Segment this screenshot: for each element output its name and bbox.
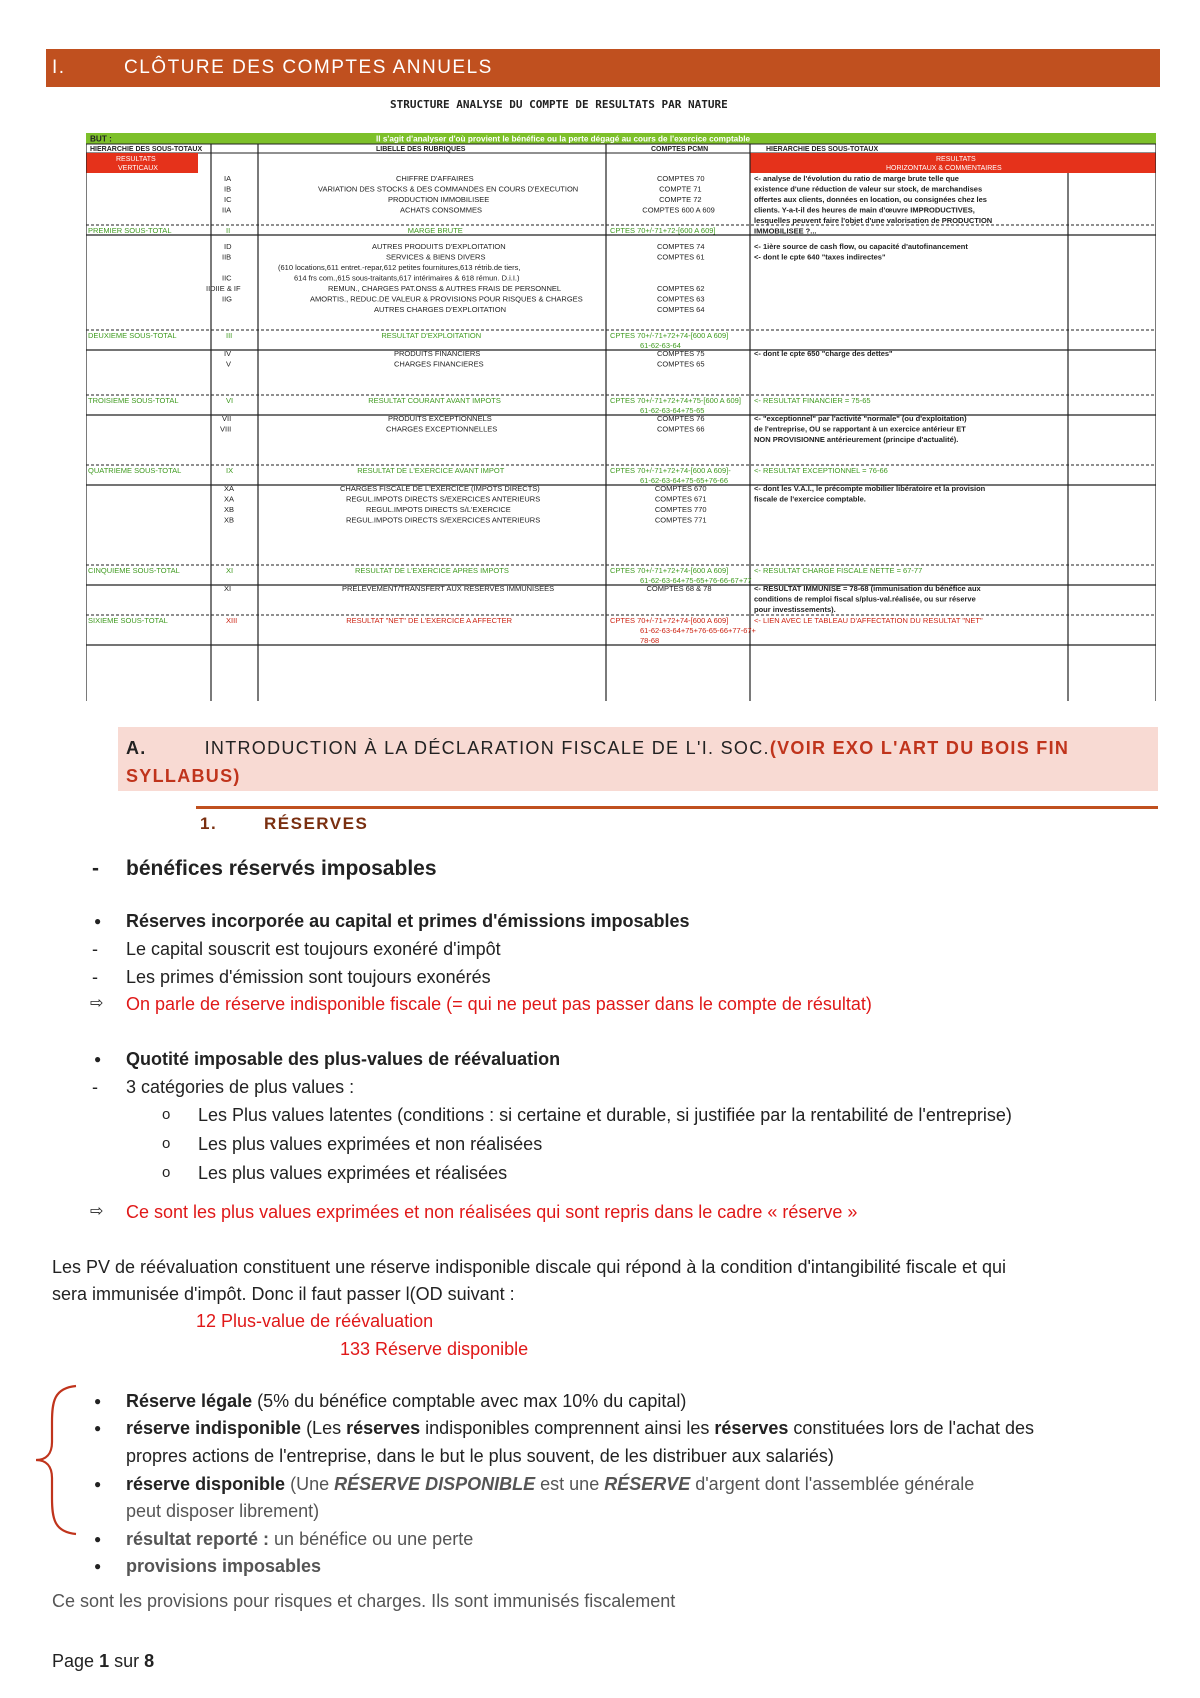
scan-label: REGUL.IMPOTS DIRECTS S/L'EXERCICE <box>366 505 511 514</box>
scan-code: VIII <box>220 424 232 434</box>
scan-total-accounts: CPTES 70+/-71+72+74-[600 A 609] <box>610 616 729 625</box>
scan-label: SERVICES & BIENS DIVERS <box>386 252 486 262</box>
scan-total-code: XI <box>226 566 234 575</box>
text-fragment: indisponibles comprennent ainsi les <box>420 1418 715 1438</box>
scan-label: CHARGES FINANCIERES <box>394 359 484 369</box>
scan-label: REGUL.IMPOTS DIRECTS S/EXERCICES ANTERIEURS <box>346 515 541 525</box>
scan-label: ACHATS CONSOMMES <box>400 205 482 215</box>
text-fragment: réserves <box>346 1418 421 1438</box>
scan-right-red-head-1: RESULTATS <box>936 156 976 163</box>
scan-comment: fiscale de l'exercice comptable. <box>754 494 866 504</box>
scan-subtotal-label: CINQUIEME SOUS-TOTAL <box>88 566 180 575</box>
scan-structure-title: STRUCTURE ANALYSE DU COMPTE DE RESULTATS PAR NATURE <box>390 98 728 111</box>
scan-account: COMPTES 74 <box>657 242 705 251</box>
resultat-reporte-desc: un bénéfice ou une perte <box>269 1529 474 1549</box>
scan-label: AUTRES CHARGES D'EXPLOITATION <box>374 305 507 314</box>
scan-label: VARIATION DES STOCKS & DES COMMANDES EN COURS D'EXECUTION <box>318 184 579 194</box>
scan-total-accounts: 61-62-63-64+75-65+76-66 <box>640 476 728 485</box>
bullet-1-text: Réserves incorporée au capital et primes d'émissions imposables <box>126 911 690 931</box>
curly-brace-icon <box>30 1382 82 1538</box>
scan-col-header-3: COMPTES PCMN <box>651 146 709 153</box>
paragraph-line-2: sera immunisée d'impôt. Donc il faut passer l(OD suivant : <box>52 1284 515 1304</box>
section-a-title: INTRODUCTION À LA DÉCLARATION FISCALE DE L'I. SOC. <box>204 738 770 758</box>
scan-total-comment: <- RESULTAT FINANCIER = 75-65 <box>754 396 871 405</box>
reserve-disponible-label: réserve disponible <box>126 1474 286 1494</box>
scan-total-accounts: CPTES 70+/-71+72+74-[600 A 609] <box>610 566 729 575</box>
scan-total-accounts: 61-62-63-64+75-65 <box>640 406 705 415</box>
sub-item-text: Les plus values exprimées et réalisées <box>198 1163 508 1183</box>
scan-subtotal-label: PREMIER SOUS-TOTAL <box>88 226 172 235</box>
reserve-disponible-cont: peut disposer librement) <box>126 1501 320 1521</box>
scan-account: COMPTES 670 <box>654 484 707 493</box>
scan-label: PRODUITS FINANCIERS <box>394 349 481 358</box>
text-fragment: RÉSERVE DISPONIBLE <box>334 1474 536 1494</box>
paragraph-line-1: Les PV de réévaluation constituent une réserve indisponible discale qui répond à la condition d'intangibilité fiscale et qui <box>52 1257 1007 1277</box>
text-fragment: RÉSERVE <box>604 1474 691 1494</box>
scan-account: COMPTES 68 & 78 <box>646 584 712 593</box>
arrow-note-1-text: On parle de réserve indisponible fiscale (= qui ne peut pas passer dans le compte de résultat) <box>126 994 872 1014</box>
scan-account: COMPTES 62 <box>657 284 705 293</box>
scan-label: AMORTIS., REDUC.DE VALEUR & PROVISIONS POUR RISQUES & CHARGES <box>310 294 583 304</box>
reserve-indisponible-cont: propres actions de l'entreprise, dans le but le plus souvent, de les distribuer aux salariés) <box>126 1446 834 1466</box>
scan-total-label: MARGE BRUTE <box>407 226 463 235</box>
scan-account: COMPTES 75 <box>657 349 705 358</box>
scan-subtotal-label: SIXIEME SOUS-TOTAL <box>88 616 168 625</box>
scan-total-code: VI <box>226 396 234 405</box>
scan-total-accounts: 61-62-63-64+75-65+76-66-67+77 <box>640 576 752 585</box>
scan-account: COMPTES 771 <box>654 515 707 525</box>
scan-label: REMUN., CHARGES PAT.ONSS & AUTRES FRAIS DE PERSONNEL <box>328 284 562 293</box>
scan-total-accounts: 61-62-63-64+75+76-65-66+77-67+ <box>640 626 756 635</box>
scan-code: XA <box>224 484 235 493</box>
od-line-2: 133 Réserve disponible <box>340 1339 529 1359</box>
section-1-title: RÉSERVES <box>264 814 369 833</box>
section-a-highlight: (VOIR EXO L'ART DU BOIS FIN SYLLABUS) <box>126 738 1070 786</box>
scan-total-code: III <box>226 331 233 340</box>
page-footer <box>52 1651 154 1672</box>
closing-paragraph: Ce sont les provisions pour risques et charges. Ils sont immunisés fiscalement <box>52 1591 676 1611</box>
provisions-label: provisions imposables <box>126 1556 322 1576</box>
scan-code: XB <box>224 505 235 514</box>
scan-comment: <- dont le cpte 650 "charge des dettes" <box>754 349 893 358</box>
scan-but-text: Il s'agit d'analyser d'où provient le bénéfice ou la perte dégagé au cours de l'exercice comptable <box>376 134 751 144</box>
scan-label: 614 frs com.,615 sous-traitants,617 intérimaires & 618 rémun. D.i.I.) <box>294 273 520 283</box>
scan-comment: NON PROVISIONNE antérieurement (principe d'actualité). <box>754 435 959 444</box>
scan-subtotal-label: QUATRIEME SOUS-TOTAL <box>88 466 182 475</box>
footer-page-total: 8 <box>144 1651 155 1671</box>
scan-code: IIB <box>222 252 232 262</box>
text-fragment: (Les <box>301 1418 347 1438</box>
scan-code: IB <box>224 184 232 194</box>
scan-total-comment: <- LIEN AVEC LE TABLEAU D'AFFECTATION DU RESULTAT "NET" <box>754 616 983 625</box>
arrow-note-2-text: Ce sont les plus values exprimées et non réalisées qui sont repris dans le cadre « réserve » <box>126 1202 858 1222</box>
body-content: - bénéfices réservés imposables ● Réserves incorporée au capital et primes d'émissions imposables - Le capital souscrit est toujours exonéré d'impôt - Les primes d'émission sont toujours exonérés ⇨ On parle de réserve indisponible fiscale (= qui ne peut pas passer dans le compte de résultat) ● Quotité imposable des plus-values de réévaluation - 3 catégories de plus values : o Les Plus values latentes (conditions : si certaine et durable, si justifiée par la rentabilité de l'entreprise) o Les plus values exprimées et non réalisées o Les plus values exprimées et réalisées ⇨ Ce sont les plus values exprimées et non réalisées qui sont repris dans le cadre « réserve » Les PV de réévaluation constituent une réserve indisponible discale qui répond à la condition d'intangibilité fiscale et qui sera immunisée d'impôt. Donc il faut passer l(OD suivant : 12 Plus-value de réévaluation 133 Réserve disponible ● Réserve légale (5% du bénéfice comptable avec max 10% du capital) ● réserve indisponible (Les réserves indisponibles comprennent ainsi les réserves constituées lors de l'achat des propres actions de l'entreprise, dans le but le plus souvent, de les distribuer aux salariés) ● réserve disponible (Une RÉSERVE DISPONIBLE est une RÉSERVE d'argent dont l'assemblée générale peut disposer librement) ● résultat reporté : un bénéfice ou une perte ● provisions imposables Ce sont les provisions pour risques et charges. Ils sont immunisés fiscalement Page 1 sur 8 <box>0 0 1200 1698</box>
bullet-2-text: Quotité imposable des plus-values de réévaluation <box>126 1049 561 1069</box>
scan-comment: <- dont le cpte 640 "taxes indirectes" <box>754 252 886 262</box>
scan-comment: clients. Y-a-t-il des heures de main d'œuvre IMPRODUCTIVES, <box>754 205 975 215</box>
scan-account: COMPTES 61 <box>657 252 705 262</box>
scan-comment: <- dont les V.A.I., le précompte mobilier libératoire et la provision <box>754 484 986 493</box>
scan-account: COMPTES 66 <box>657 424 705 434</box>
scan-total-accounts: CPTES 70+/-71+72+74-[600 A 609]- <box>610 466 731 475</box>
sub-item-text: Les plus values exprimées et non réalisées <box>198 1134 543 1154</box>
scan-total-code: XIII <box>226 616 238 625</box>
scan-comment: IMMOBILISEE ?... <box>754 226 817 236</box>
scan-code: IIA <box>222 205 232 215</box>
scan-label: AUTRES PRODUITS D'EXPLOITATION <box>372 242 506 251</box>
scan-account: COMPTES 76 <box>657 414 705 423</box>
dash-item-text: Les primes d'émission sont toujours exonérés <box>126 967 491 987</box>
scan-account: COMPTES 63 <box>657 294 705 304</box>
reserve-indisponible-label: réserve indisponible <box>126 1418 302 1438</box>
scan-account: COMPTE 71 <box>659 184 702 194</box>
scan-comment: existence d'une réduction de valeur sur stock, de marchandises <box>754 184 983 194</box>
scan-account: COMPTES 70 <box>657 174 705 183</box>
reserve-legale-label: Réserve légale <box>126 1391 253 1411</box>
scan-total-accounts: CPTES 70+/-71+72-[600 A 609] <box>610 226 716 235</box>
scan-comment: pour investissements). <box>754 605 836 614</box>
footer-page-word: Page <box>52 1651 95 1671</box>
scan-account: COMPTES 64 <box>657 305 705 314</box>
scan-left-red-head-1: RESULTATS <box>116 156 156 163</box>
scan-code: V <box>226 359 232 369</box>
scan-right-red-head-2: HORIZONTAUX & COMMENTAIRES <box>886 165 1002 172</box>
scan-code: XA <box>224 494 235 504</box>
section-a-letter: A. <box>126 738 147 758</box>
scan-account: COMPTES 671 <box>654 494 707 504</box>
resultat-reporte-label: résultat reporté : <box>126 1529 270 1549</box>
scan-label: CHARGES EXCEPTIONNELLES <box>386 424 498 434</box>
scan-code: IIG <box>222 294 233 304</box>
scan-total-label: RESULTAT "NET" DE L'EXERCICE A AFFECTER <box>346 616 513 625</box>
scan-code: XB <box>224 515 235 525</box>
scan-code: IV <box>224 349 232 358</box>
scan-account: COMPTES 600 A 609 <box>642 205 715 215</box>
scan-code: IIC <box>222 273 232 283</box>
scan-label: CHIFFRE D'AFFAIRES <box>396 174 474 183</box>
scan-comment: offertes aux clients, données en location, ou consignées chez les <box>754 195 987 204</box>
scan-code: ID <box>224 242 232 251</box>
scan-total-label: RESULTAT DE L'EXERCICE APRES IMPOTS <box>355 566 509 575</box>
scan-label: PRODUCTION IMMOBILISEE <box>388 195 490 204</box>
reserve-legale-desc: (5% du bénéfice comptable avec max 10% du capital) <box>252 1391 687 1411</box>
scan-comment: <- "exceptionnel" par l'activité "normale" (ou d'exploitation) <box>754 414 967 423</box>
scan-label: REGUL.IMPOTS DIRECTS S/EXERCICES ANTERIEURS <box>346 494 541 504</box>
chapter-title: CLÔTURE DES COMPTES ANNUELS <box>124 57 493 78</box>
scan-total-code: IX <box>226 466 234 475</box>
scan-but-label: BUT : <box>90 134 112 144</box>
scan-label: (610 locations,611 entret.-repar,612 petites fournitures,613 rétrib.de tiers, <box>278 263 521 272</box>
scan-subtotal-label: TROISIEME SOUS-TOTAL <box>88 396 179 405</box>
od-line-1: 12 Plus-value de réévaluation <box>196 1311 434 1331</box>
scan-account: COMPTE 72 <box>659 195 702 204</box>
scan-label: CHARGES FISCALE DE L'EXERCICE (IMPOTS DIRECTS) <box>340 484 540 493</box>
dash-title: bénéfices réservés imposables <box>126 857 437 880</box>
scan-total-accounts: 61-62-63-64 <box>640 341 681 350</box>
scan-total-code: II <box>226 226 231 235</box>
footer-sur: sur <box>114 1651 140 1671</box>
scan-total-label: RESULTAT D'EXPLOITATION <box>381 331 482 340</box>
scan-comment: <- 1ière source de cash flow, ou capacité d'autofinancement <box>754 242 968 251</box>
scan-comment: de l'entreprise, OU se rapportant à un exercice antérieur ET <box>754 424 966 434</box>
scan-comment: <- RESULTAT IMMUNISE = 78-68 (immunisation du bénéfice aux <box>754 584 981 593</box>
scan-label: PRODUITS EXCEPTIONNELS <box>388 414 492 423</box>
scan-code: IC <box>224 195 232 204</box>
scan-code: IA <box>224 174 232 183</box>
dash-item-text: 3 catégories de plus values : <box>126 1077 355 1097</box>
scan-total-accounts: CPTES 70+/-71+72+74-[600 A 609] <box>610 331 729 340</box>
scan-code: XI <box>224 584 232 593</box>
scan-total-label: RESULTAT COURANT AVANT IMPOTS <box>368 396 501 405</box>
text-fragment: réserves <box>714 1418 789 1438</box>
chapter-number: I. <box>52 57 66 78</box>
section-1-number: 1. <box>200 814 218 833</box>
footer-page-number: 1 <box>99 1651 110 1671</box>
scan-total-accounts: CPTES 70+/-71+72+74+75-[600 A 609] <box>610 396 741 405</box>
scan-label: PRELEVEMENT/TRANSFERT AUX RESERVES IMMUNISEES <box>342 584 555 593</box>
scan-total-comment: <- RESULTAT EXCEPTIONNEL = 76-66 <box>754 466 888 475</box>
scan-total-label: RESULTAT DE L'EXERCICE AVANT IMPOT <box>357 466 505 475</box>
text-fragment: d'argent dont l'assemblée générale <box>690 1474 975 1494</box>
scan-code: VII <box>222 414 232 423</box>
text-fragment: est une <box>535 1474 605 1494</box>
scan-comment: conditions de remploi fiscal s/plus-val.réalisée, ou sur réserve <box>754 594 976 604</box>
scan-total-accounts: 78-68 <box>640 636 660 645</box>
scan-col-header-4: HIERARCHIE DES SOUS-TOTAUX <box>766 146 879 153</box>
scan-comment: lesquelles peuvent faire l'objet d'une valorisation de PRODUCTION <box>754 216 993 225</box>
dash-item-text: Le capital souscrit est toujours exonéré d'impôt <box>126 939 501 959</box>
sub-item-text: Les Plus values latentes (conditions : si certaine et durable, si justifiée par la rentabilité de l'entreprise) <box>198 1105 1012 1125</box>
text-fragment: constituées lors de l'achat des <box>788 1418 1034 1438</box>
scan-subtotal-label: DEUXIEME SOUS-TOTAL <box>88 331 177 340</box>
scan-left-red-head-2: VERTICAUX <box>118 165 158 172</box>
scan-total-comment: <- RESULTAT CHARGE FISCALE NETTE = 67-77 <box>754 566 923 575</box>
scan-col-header-2: LIBELLE DES RUBRIQUES <box>376 146 466 153</box>
text-fragment: (Une <box>285 1474 335 1494</box>
scan-account: COMPTES 65 <box>657 359 705 369</box>
scan-col-header-1: HIERARCHIE DES SOUS-TOTAUX <box>90 146 203 153</box>
scan-account: COMPTES 770 <box>654 505 707 514</box>
scan-comment: <- analyse de l'évolution du ratio de marge brute telle que <box>754 174 959 183</box>
scan-code: IIDIIE & IF <box>206 284 241 293</box>
